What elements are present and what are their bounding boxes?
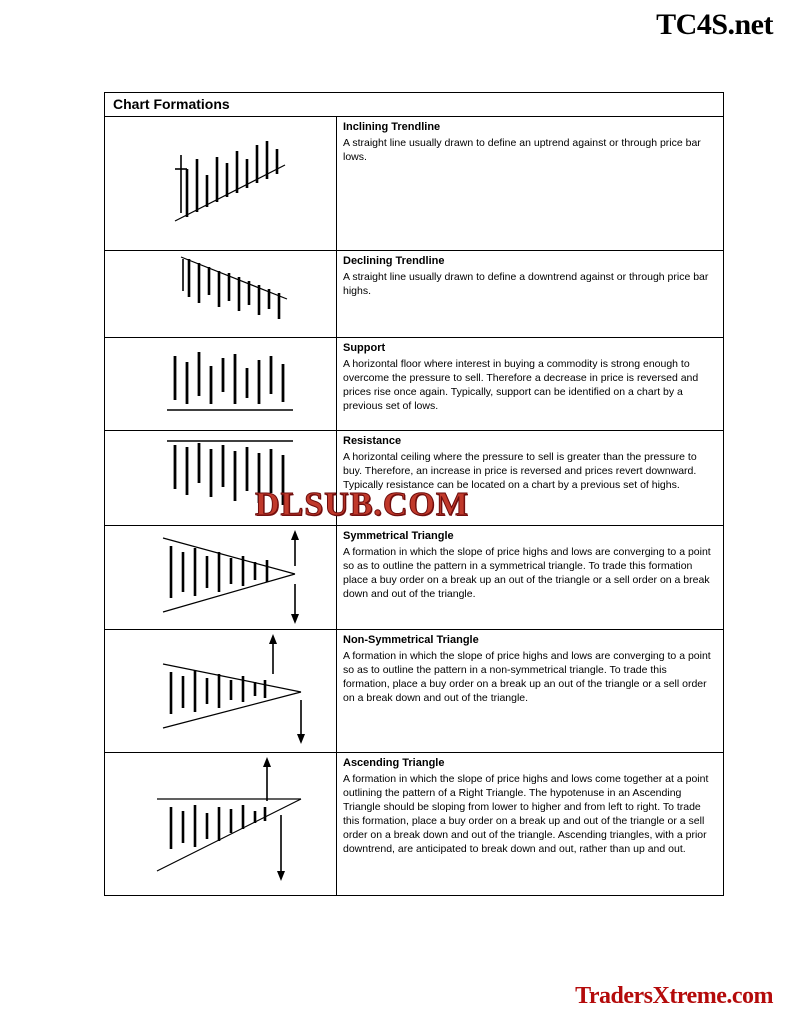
pattern-description: A straight line usually drawn to define an uptrend against or through price bar lows. <box>343 136 701 163</box>
pattern-name: Ascending Triangle <box>343 757 445 769</box>
table-row <box>105 630 723 753</box>
table-row <box>105 526 723 630</box>
pattern-name: Inclining Trendline <box>343 121 441 133</box>
pattern-name: Non-Symmetrical Triangle <box>343 634 479 646</box>
pattern-description: A horizontal ceiling where the pressure to sell is greater than the pressure to buy. Therefore, an increase in price is reversed and prices revert downward. Typically resistance can be located on a chart by a previous set of highs. <box>343 450 697 491</box>
table-row <box>105 117 723 251</box>
pattern-description: A formation in which the slope of price highs and lows are converging to a point so as to outline the pattern in a non-symmetrical triangle. To trade this formation, place a buy order on a break up an out of the triangle or a sell order on a break down and out of the triangle. <box>343 649 711 704</box>
watermark-top-right: TC4S.net <box>656 8 773 41</box>
table-row <box>105 251 723 338</box>
support-chart <box>105 338 337 430</box>
pattern-name: Support <box>343 342 386 354</box>
pattern-description: A horizontal floor where interest in buying a commodity is strong enough to overcome the pressure to sell. Therefore a decrease in price is reversed and prices rise once again. Typically, support can be identified on a chart by a previous set of lows. <box>343 357 699 412</box>
watermark-center: DLSUB.COM <box>255 486 469 523</box>
inclining-trendline-chart <box>105 117 337 250</box>
declining-trendline-chart <box>105 251 337 337</box>
pattern-name: Declining Trendline <box>343 255 445 267</box>
ascending-triangle-chart <box>105 753 337 895</box>
chart-formations-table <box>104 92 724 896</box>
table-title: Chart Formations <box>105 93 723 117</box>
resistance-chart <box>105 431 337 525</box>
pattern-name: Symmetrical Triangle <box>343 530 454 542</box>
watermark-bottom-right: TradersXtreme.com <box>575 983 773 1009</box>
pattern-name: Resistance <box>343 435 402 447</box>
table-row <box>105 753 723 895</box>
non-symmetrical-triangle-chart <box>105 630 337 752</box>
symmetrical-triangle-chart <box>105 526 337 629</box>
pattern-description: A formation in which the slope of price highs and lows are converging to a point so as to outline the pattern in a symmetrical triangle. To trade this formation place a buy order on a break up an out of the triangle or a sell order on a break down and out of the triangle. <box>343 545 711 600</box>
pattern-description: A straight line usually drawn to define a downtrend against or through price bar highs. <box>343 270 709 297</box>
pattern-description: A formation in which the slope of price highs and lows come together at a point outlining the pattern of a Right Triangle. The hypotenuse in an Ascending Triangle should be sloping from lower to higher and from left to right. To trade this formation, place a buy order on a break up and out of the triangle or a sell order on a break down and out of the triangle. Ascending triangles, with a prior downtrend, are anticipated to break down and out, rather than up and out. <box>343 772 709 855</box>
table-row <box>105 338 723 431</box>
table-row <box>105 431 723 526</box>
